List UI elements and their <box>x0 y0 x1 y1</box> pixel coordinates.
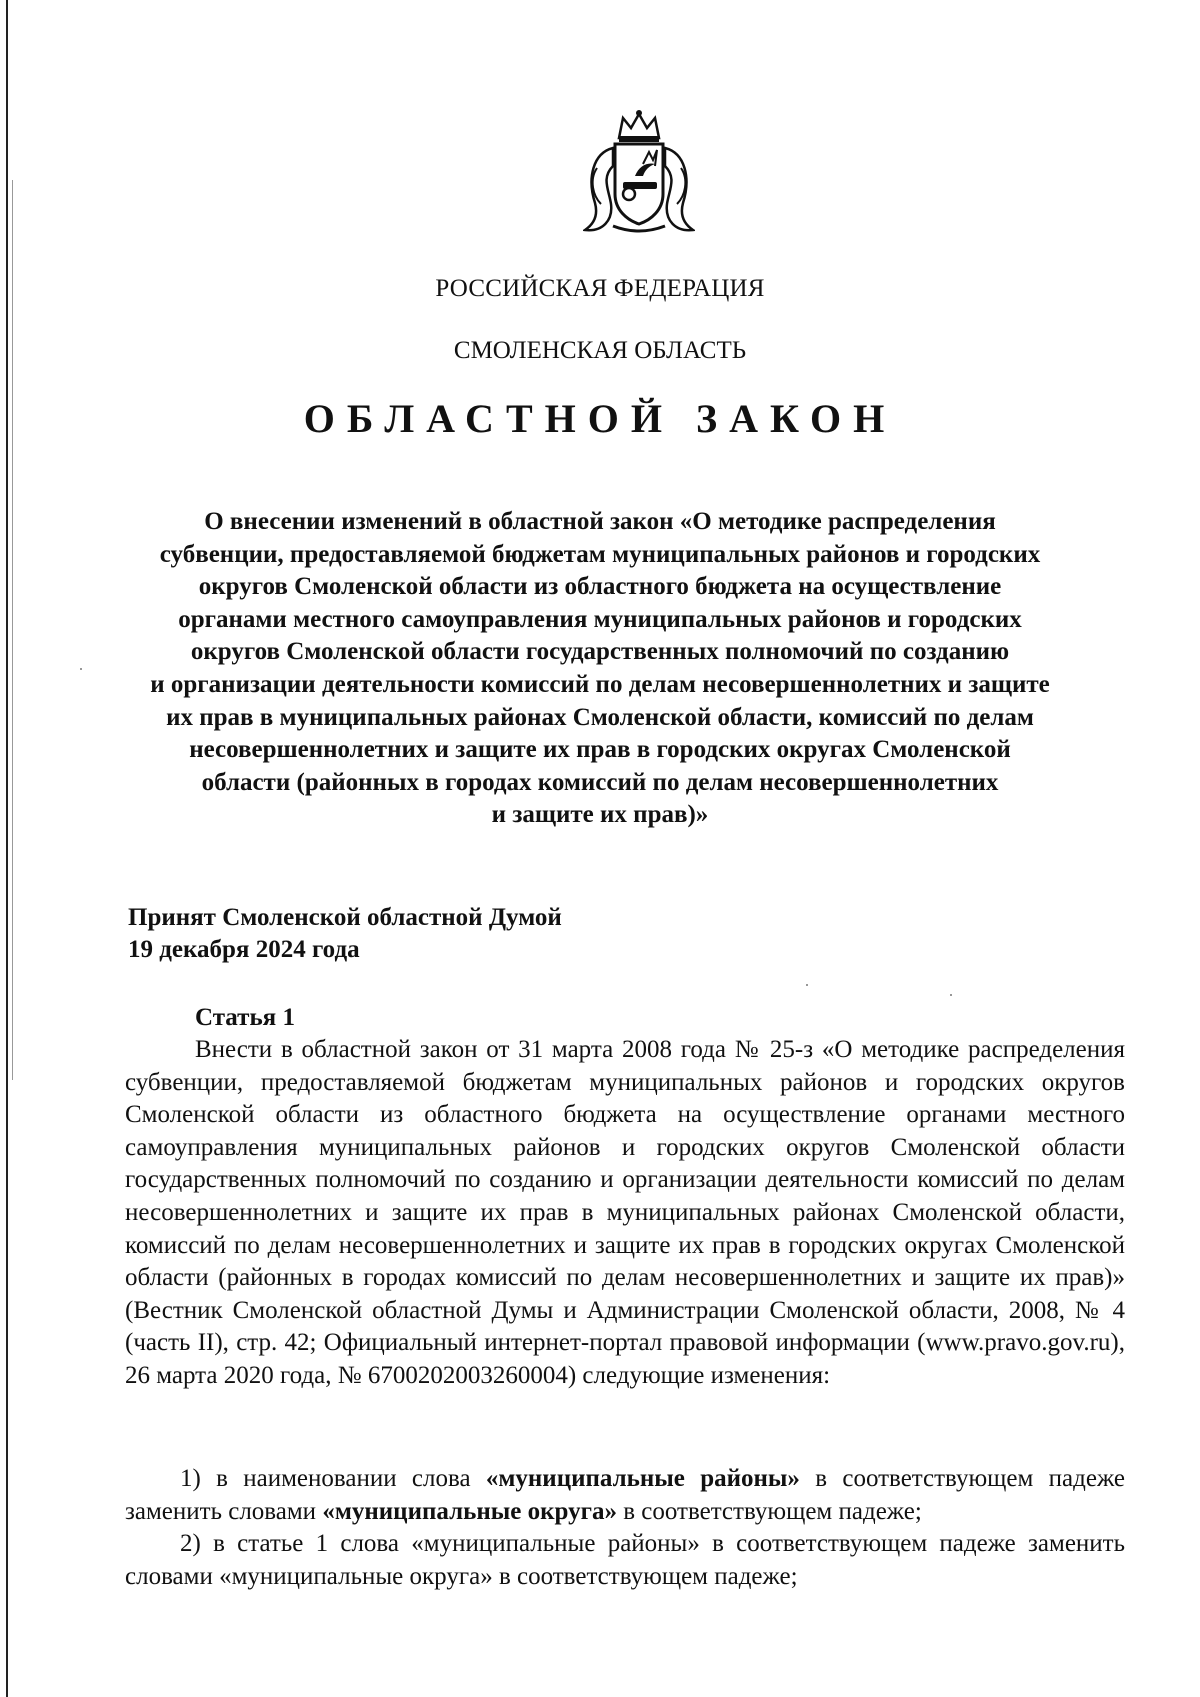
scan-edge-line <box>6 0 8 1697</box>
document-type-heading: ОБЛАСТНОЙ ЗАКОН <box>303 396 897 441</box>
scan-speck <box>806 984 808 986</box>
adoption-note <box>128 902 562 966</box>
item-1-bold-term-a: «муниципальные районы» <box>485 1465 800 1492</box>
law-title-line: области (районных в городах комиссий по делам несовершеннолетних <box>201 768 999 796</box>
law-title-line: и организации деятельности комиссий по делам несовершеннолетних и защите <box>150 670 1050 698</box>
law-title-line: и защите их прав)» <box>491 801 709 829</box>
item-1-text-c: в соответствующем падеже заменить словами <box>125 1465 1125 1525</box>
article-item-1 <box>125 1463 1125 1528</box>
smolensk-coat-of-arms-icon <box>583 108 695 238</box>
law-title-line: органами местного самоуправления муниципальных районов и городских <box>178 605 1022 633</box>
law-title-line: округов Смоленской области из областного бюджета на осуществление <box>198 573 1002 601</box>
law-title-line: субвенции, предоставляемой бюджетам муниципальных районов и городских <box>159 540 1041 568</box>
adoption-body: Принят Смоленской областной Думой <box>128 904 562 931</box>
scan-speck <box>950 994 952 996</box>
article-item-2: 2) в статье 1 слова «муниципальные районы» в соответствующем падеже заменить словами «муниципальные округа» в соответствующем падеже; <box>125 1530 1125 1590</box>
scan-speck <box>80 668 82 670</box>
country-heading: РОССИЙСКАЯ ФЕДЕРАЦИЯ <box>435 275 765 302</box>
law-title <box>120 506 1080 832</box>
scan-edge-line-faint <box>12 180 13 1080</box>
region-heading: СМОЛЕНСКАЯ ОБЛАСТЬ <box>453 337 747 364</box>
law-title-line: округов Смоленской области государственных полномочий по созданию <box>190 638 1010 666</box>
adoption-date: 19 декабря 2024 года <box>128 936 360 963</box>
article-heading: Статья 1 <box>195 1004 295 1031</box>
item-1-bold-term-b: «муниципальные округа» <box>322 1497 617 1525</box>
law-title-line: их прав в муниципальных районах Смоленской области, комиссий по делам <box>166 703 1034 731</box>
item-1-text-a: 1) в наименовании слова <box>180 1465 486 1492</box>
item-1-text-e: в соответствующем падеже; <box>616 1497 922 1525</box>
law-title-line: несовершеннолетних и защите их прав в городских округах Смоленской <box>189 736 1011 764</box>
article-intro-paragraph: Внести в областной закон от 31 марта 2008 года № 25-з «О методике распределения субвенции, предоставляемой бюджетам муниципальных районов и городских округов Смоленской области из областного бюджета на осуществление органами местного самоуправления муниципальных районов и городских округов Смоленской области государственных полномочий по созданию и организации деятельности комиссий по делам несовершеннолетних и защите их прав в муниципальных районах Смоленской области, комиссий по делам несовершеннолетних и защите их прав в городских округах Смоленской области (районных в городах комиссий по делам несовершеннолетних и защите их прав)» (Вестник Смоленской областной Думы и Администрации Смоленской области, 2008, № 4 (часть II), стр. 42; Официальный интернет-портал правовой информации (www.pravo.gov.ru), 26 марта 2020 года, № 6700202003260004) следующие изменения: <box>125 1036 1125 1389</box>
law-title-line: О внесении изменений в областной закон «О методике распределения <box>204 508 996 535</box>
